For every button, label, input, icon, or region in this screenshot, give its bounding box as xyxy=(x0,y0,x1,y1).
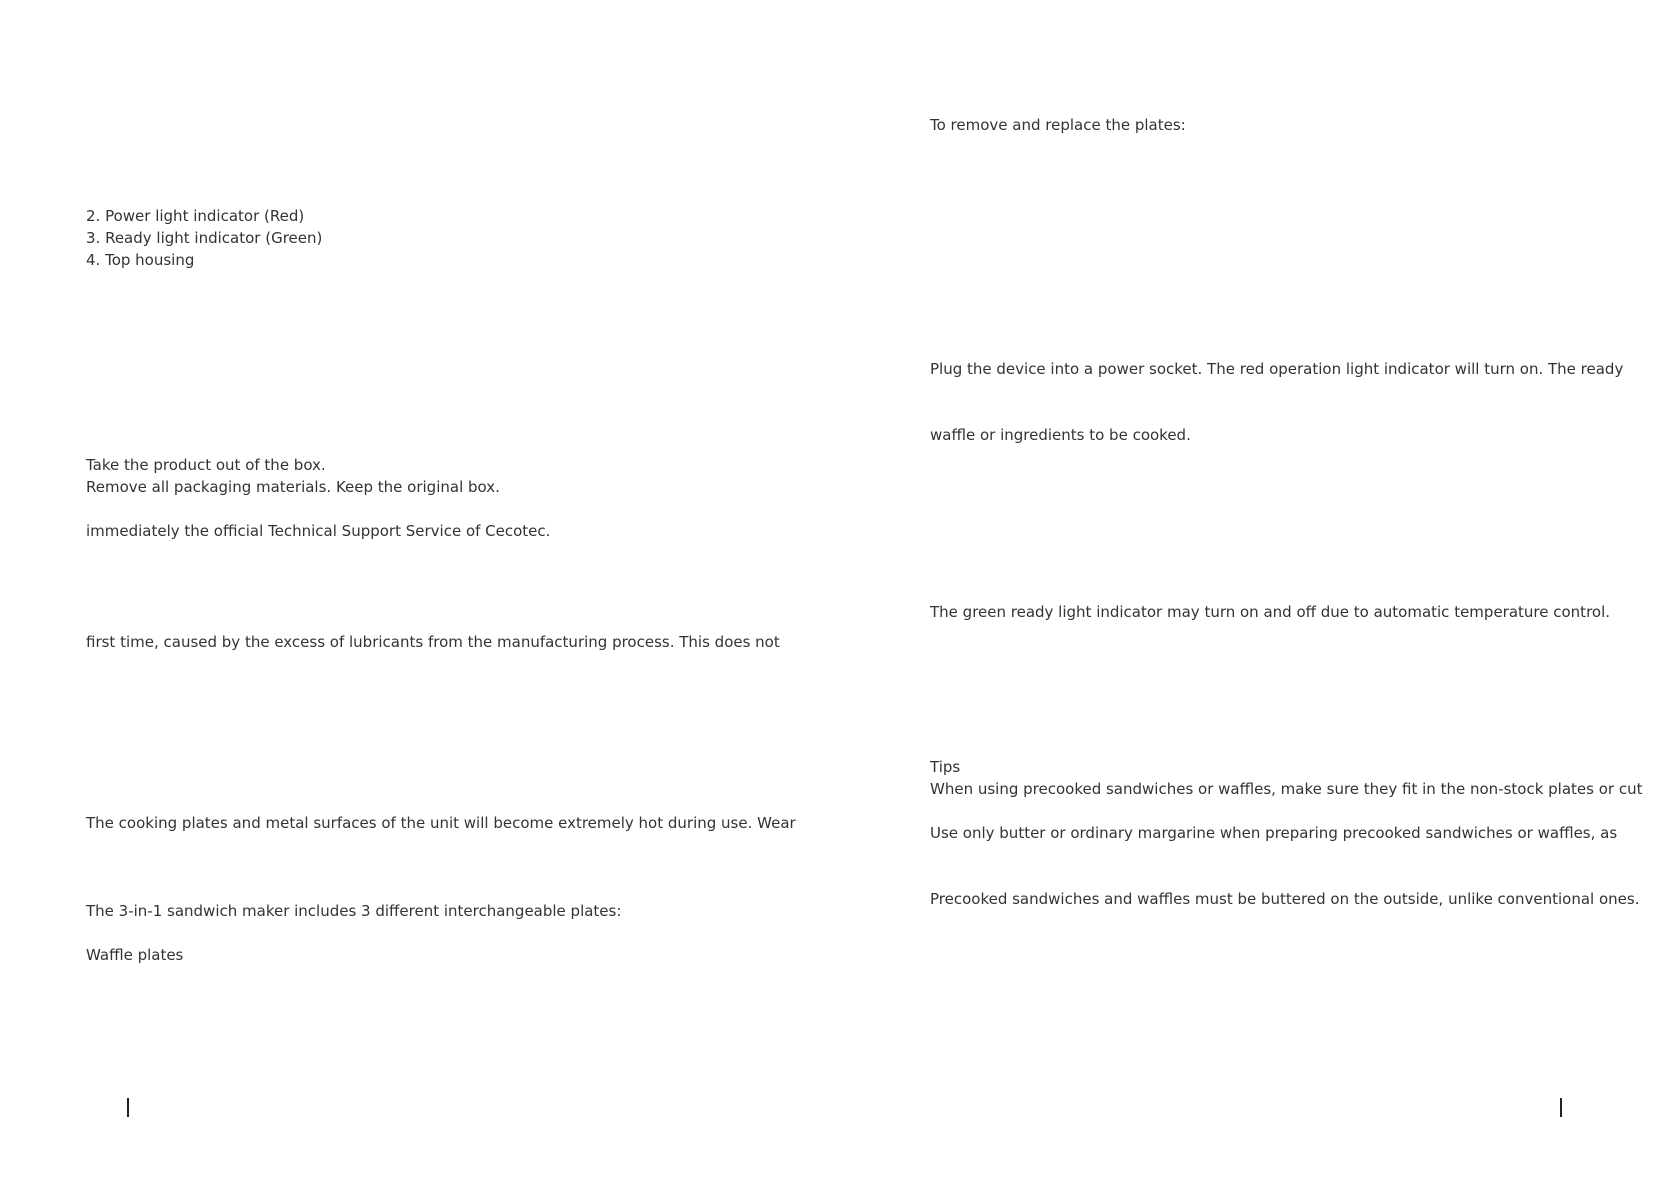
tips-heading: Tips xyxy=(930,758,961,776)
page-marker-left xyxy=(127,1098,129,1117)
waffle-plates-label: Waffle plates xyxy=(86,946,184,964)
waffle-ingredients-line: waffle or ingredients to be cooked. xyxy=(930,426,1191,444)
tip-precooked-fit: When using precooked sandwiches or waffles, make sure they fit in the non-stock plates or cut xyxy=(930,780,1643,798)
parts-item-top-housing: 4. Top housing xyxy=(86,251,195,269)
tip-butter-margarine: Use only butter or ordinary margarine when preparing precooked sandwiches or waffles, as xyxy=(930,824,1618,842)
unpacking-step-support: immediately the official Technical Support Service of Cecotec. xyxy=(86,522,551,540)
plug-in-instruction: Plug the device into a power socket. The red operation light indicator will turn on. The ready xyxy=(930,360,1624,378)
hot-surface-warning: The cooking plates and metal surfaces of the unit will become extremely hot during use. Wear xyxy=(86,814,796,832)
right-page xyxy=(839,0,1678,1191)
parts-item-power-light: 2. Power light indicator (Red) xyxy=(86,207,305,225)
first-use-note: first time, caused by the excess of lubricants from the manufacturing process. This does not xyxy=(86,633,780,651)
unpacking-step-take-out: Take the product out of the box. xyxy=(86,456,326,474)
plates-intro: The 3-in-1 sandwich maker includes 3 different interchangeable plates: xyxy=(86,902,622,920)
remove-plates-heading: To remove and replace the plates: xyxy=(930,116,1186,134)
unpacking-step-remove-packaging: Remove all packaging materials. Keep the original box. xyxy=(86,478,500,496)
parts-item-ready-light: 3. Ready light indicator (Green) xyxy=(86,229,323,247)
green-light-note: The green ready light indicator may turn on and off due to automatic temperature control. xyxy=(930,603,1611,621)
tip-butter-outside: Precooked sandwiches and waffles must be buttered on the outside, unlike conventional ones. xyxy=(930,890,1640,908)
page-marker-right xyxy=(1560,1098,1562,1117)
